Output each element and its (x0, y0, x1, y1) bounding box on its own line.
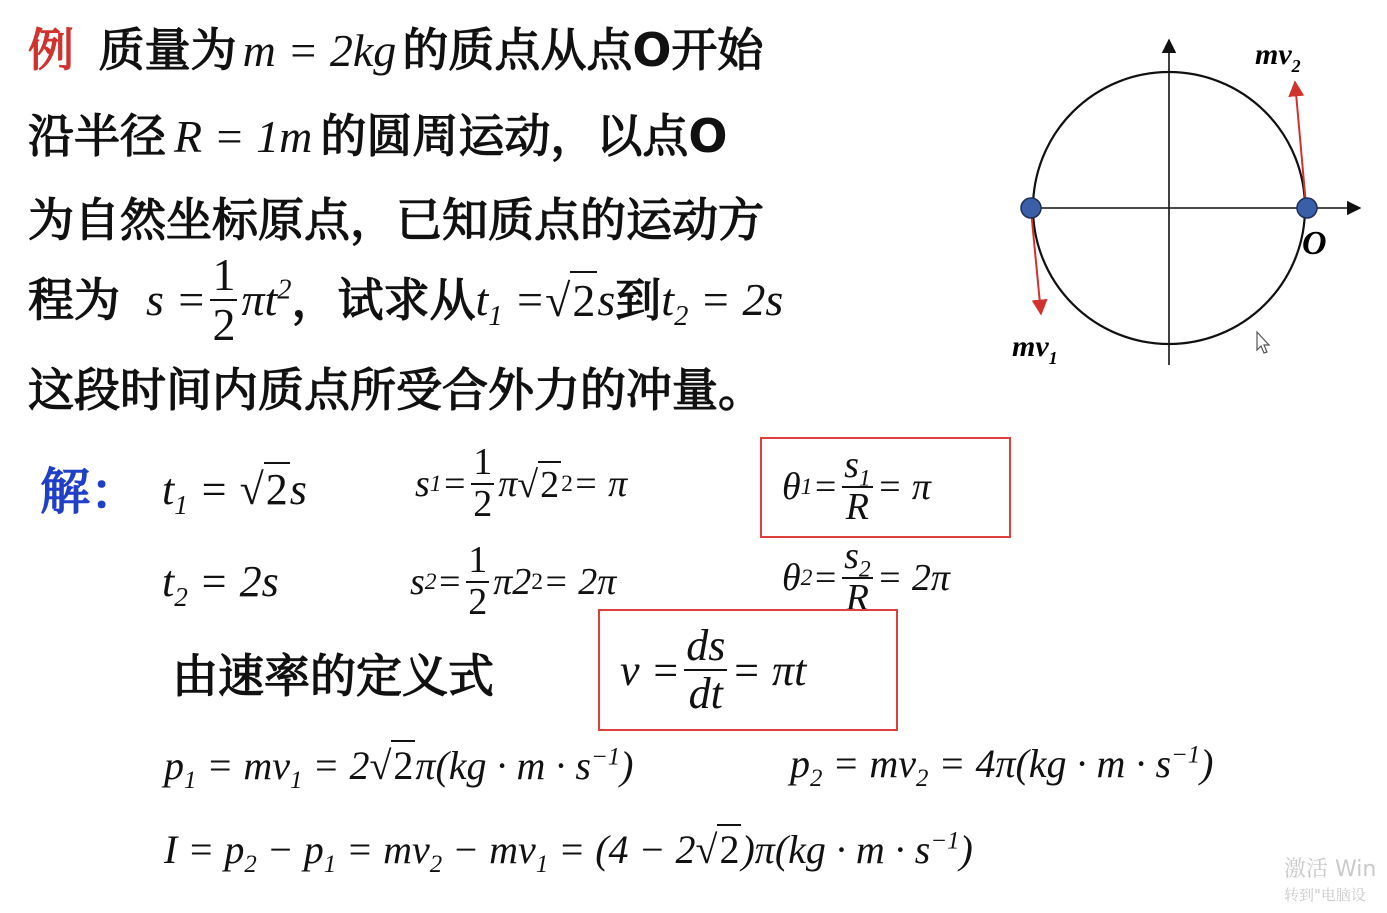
particle-left (1021, 198, 1041, 218)
problem-line-5: 这段时间内质点所受合外力的冲量。 (28, 363, 764, 417)
eq-theta2: θ 2 = $\frac{s_2}{R}$ = 2π (782, 535, 950, 619)
momentum-2-arrow (1295, 82, 1306, 205)
eq-t2: $t_2 = 2s$ (162, 557, 279, 612)
solution-label: 解： (40, 463, 140, 521)
eq-s2: s 2 = $\frac{1}{2}$ π2 2 = 2π (410, 539, 617, 623)
eq-impulse: $I = p_2 - p_1 = mv_2 - mv_1 = (4 - 2$ √ 2 )$\pi(kg \cdot m \cdot s^{-1})$ (164, 824, 973, 873)
momentum-1-arrow (1031, 210, 1041, 314)
rate-definition-text: 由速率的定义式 (172, 649, 494, 703)
problem-line-2: 沿半径 R = 1m 的圆周运动，以点O (28, 109, 728, 163)
label-mv1: $mv_1$ (1012, 330, 1058, 368)
watermark-line-1: 激活 Win (1284, 857, 1377, 882)
eq-p2: $p_2 = mv_2 = 4\pi(kg \cdot m \cdot s^{-1})$ (790, 741, 1214, 792)
cursor-icon (1257, 332, 1269, 353)
problem-line-4: 程为 s = $\frac{1}{2}$ $\pi t^2$ ，试求从 $t_1$ = √ 2 s 到 $t_2 = 2s$ (28, 248, 784, 350)
eq-velocity: v = $\frac{ds}{dt}$ = πt (620, 620, 807, 718)
sqrt-2: √ 2 (545, 271, 597, 329)
particle-right (1297, 198, 1317, 218)
eom-fraction: $\frac{1}{2}$ (212, 248, 236, 350)
circle-diagram (1000, 30, 1380, 380)
eq-t1: $t_1$ = √ 2 s (162, 462, 307, 515)
eq-theta1: θ 1 = $\frac{s_1}{R}$ = π (782, 444, 931, 528)
eq-s1: s 1 = $\frac{1}{2}$ π √ 2 2 = π (415, 441, 628, 525)
eq-p1: $p_1 = mv_1 = 2$ √ 2 $\pi(kg \cdot m \cdot s^{-1})$ (164, 740, 633, 789)
label-origin-O: O (1302, 225, 1327, 262)
watermark-line-2: 转到"电脑设 (1284, 886, 1366, 904)
problem-line-1: 例 质量为 m = 2kg 的质点从点O开始 (28, 23, 764, 77)
label-mv2: $mv_2$ (1255, 38, 1301, 76)
example-label: 例 (28, 23, 74, 77)
problem-line-3: 为自然坐标原点，已知质点的运动方 (28, 193, 764, 247)
